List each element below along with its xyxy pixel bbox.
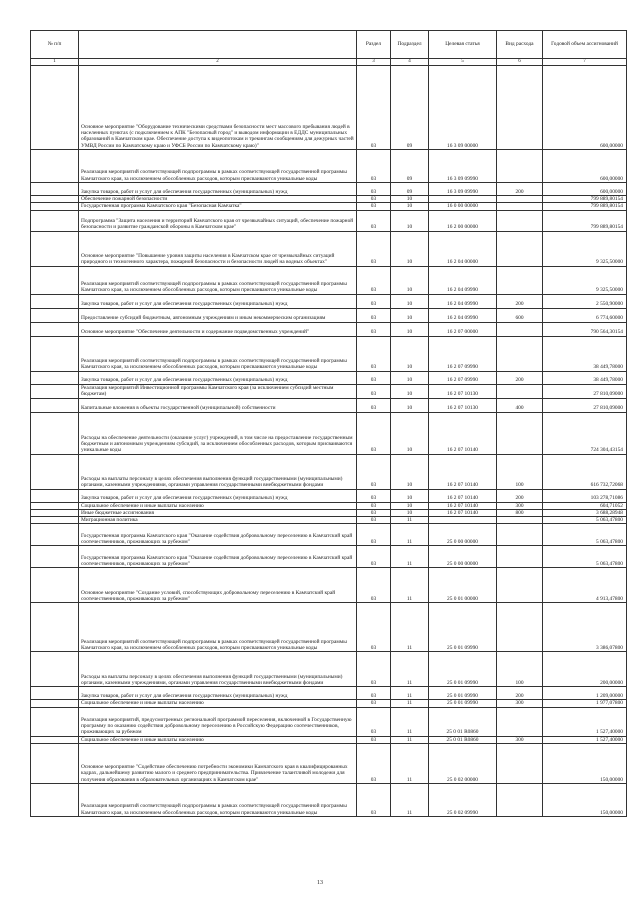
table-row (31, 707, 627, 736)
row-amount-cell: 616 732,72068 (543, 454, 627, 489)
row-expense-type-cell: 400 (497, 398, 543, 412)
row-target-article-cell: 16 2 00 00000 (429, 210, 497, 231)
row-razdel-cell: 03 (357, 652, 391, 687)
row-expense-type-cell: 600 (497, 308, 543, 322)
header-podrazdel: Подраздел (391, 31, 429, 59)
row-amount-cell: 38 449,78000 (543, 336, 627, 371)
row-num-cell (31, 603, 79, 652)
row-expense-type-cell: 100 (497, 454, 543, 489)
row-num-cell (31, 707, 79, 736)
row-expense-type-cell: 200 (497, 371, 543, 384)
row-num-cell (31, 700, 79, 707)
column-index: 1 (31, 59, 79, 66)
row-target-article-cell: 16 2 04 00000 (429, 231, 497, 266)
row-amount-cell: 38 449,78000 (543, 371, 627, 384)
row-target-article-cell: 16 3 09 09990 (429, 183, 497, 196)
row-amount-cell: 600,00000 (543, 150, 627, 183)
row-expense-type-cell: 300 (497, 736, 543, 743)
row-amount-cell: 799 889,80154 (543, 196, 627, 203)
row-razdel-cell: 03 (357, 203, 391, 210)
row-expense-type-cell (497, 150, 543, 183)
table-row (31, 784, 627, 817)
row-num-cell (31, 183, 79, 196)
row-expense-type-cell (497, 603, 543, 652)
row-name-cell: Основное мероприятие "Содействие обеспечению потребности экономики Камчатского края в квалифицированных кадрах, дальнейшему развитию малого и среднего предпринимательства. Привлечение талантливой молодежи для получения образования в образовательных организациях в Камчатском крае" (79, 744, 357, 784)
row-target-article-cell: 16 2 07 10130 (429, 384, 497, 398)
row-name-cell: Основное мероприятие "Оборудование техническими средствами безопасности мест массового пребывания людей в населенных пунктах (с подключением к АПК "Безопасный город" и выводом информации в ЕДДС муниципальных образований в Камчатском крае. Обеспечение доступа к видеопотокам и трекингам сообщениям для дежурных частей УМВД России по Камчатскому краю и УФСБ России по Камчатскому краю)" (79, 66, 357, 150)
table-row (31, 700, 627, 707)
row-num-cell (31, 412, 79, 454)
table-row (31, 454, 627, 489)
row-name-cell: Реализация мероприятий соответствующей подпрограммы в рамках соответствующей государственной программы Камчатского края, за исключением обособленных расходов, которым присваиваются уникальные коды (79, 603, 357, 652)
row-razdel-cell: 03 (357, 183, 391, 196)
header-num: № п/п (31, 31, 79, 59)
table-row (31, 371, 627, 384)
row-amount-cell: 1 209,00000 (543, 687, 627, 700)
row-target-article-cell: 16 2 04 09990 (429, 266, 497, 294)
row-name-cell: Основное мероприятие "Обеспечение деятельности и содержание подведомственных учреждений" (79, 322, 357, 336)
row-podrazdel-cell: 11 (391, 744, 429, 784)
row-num-cell (31, 517, 79, 524)
row-amount-cell: 790 564,30154 (543, 322, 627, 336)
row-amount-cell: 600,00000 (543, 183, 627, 196)
budget-sheet (30, 30, 626, 817)
row-expense-type-cell (497, 66, 543, 150)
row-target-article-cell: 16 2 07 10140 (429, 502, 497, 509)
row-podrazdel-cell: 09 (391, 183, 429, 196)
row-name-cell: Социальное обеспечение и иные выплаты населению (79, 736, 357, 743)
row-razdel-cell: 03 (357, 266, 391, 294)
row-expense-type-cell: 800 (497, 509, 543, 516)
row-target-article-cell: 16 2 07 10130 (429, 398, 497, 412)
row-target-article-cell (429, 517, 497, 524)
row-razdel-cell: 03 (357, 210, 391, 231)
row-podrazdel-cell: 10 (391, 509, 429, 516)
row-podrazdel-cell: 11 (391, 687, 429, 700)
row-amount-cell: 150,00000 (543, 744, 627, 784)
row-razdel-cell: 03 (357, 509, 391, 516)
row-podrazdel-cell: 10 (391, 371, 429, 384)
table-row (31, 294, 627, 308)
row-target-article-cell: 25 0 02 00000 (429, 744, 497, 784)
row-razdel-cell: 03 (357, 687, 391, 700)
row-razdel-cell: 03 (357, 371, 391, 384)
row-podrazdel-cell: 10 (391, 322, 429, 336)
table-row (31, 336, 627, 371)
row-razdel-cell: 03 (357, 744, 391, 784)
table-row (31, 210, 627, 231)
row-target-article-cell: 16 2 07 09990 (429, 336, 497, 371)
row-expense-type-cell: 300 (497, 502, 543, 509)
row-razdel-cell: 03 (357, 231, 391, 266)
row-name-cell: Основное мероприятие "Повышение уровня защиты населения в Камчатском крае от чрезвычайных ситуаций природного и техногенного характера, пожарной безопасности и безопасности людей на водных объектах" (79, 231, 357, 266)
row-expense-type-cell (497, 210, 543, 231)
row-name-cell: Расходы на выплаты персоналу в целях обеспечения выполнения функций государственными (муниципальными) органами, казенными учреждениями, органами управления государственными внебюджетными фондами (79, 454, 357, 489)
row-amount-cell: 604,71052 (543, 502, 627, 509)
header-expense-type: Вид расхода (497, 31, 543, 59)
table-row (31, 736, 627, 743)
row-razdel-cell: 03 (357, 502, 391, 509)
row-num-cell (31, 524, 79, 546)
row-name-cell: Социальное обеспечение и иные выплаты населению (79, 700, 357, 707)
row-podrazdel-cell: 10 (391, 203, 429, 210)
row-razdel-cell: 03 (357, 517, 391, 524)
row-podrazdel-cell: 11 (391, 700, 429, 707)
row-name-cell: Государственная программа Камчатского края "Безопасная Камчатка" (79, 203, 357, 210)
row-expense-type-cell (497, 384, 543, 398)
row-target-article-cell: 25 0 01 09990 (429, 603, 497, 652)
row-target-article-cell (429, 196, 497, 203)
row-name-cell: Иные бюджетные ассигнования (79, 509, 357, 516)
page-number: 13 (317, 880, 323, 886)
row-razdel-cell: 03 (357, 308, 391, 322)
row-razdel-cell: 03 (357, 700, 391, 707)
row-name-cell: Закупка товаров, работ и услуг для обеспечения государственных (муниципальных) нужд (79, 294, 357, 308)
row-target-article-cell: 16 2 07 10140 (429, 509, 497, 516)
row-num-cell (31, 336, 79, 371)
table-row (31, 546, 627, 568)
table-row (31, 509, 627, 516)
row-name-cell: Закупка товаров, работ и услуг для обеспечения государственных (муниципальных) нужд (79, 687, 357, 700)
row-num-cell (31, 687, 79, 700)
row-target-article-cell: 25 0 01 09990 (429, 687, 497, 700)
row-name-cell: Реализация мероприятий соответствующей подпрограммы в рамках соответствующей государственной программы Камчатского края, за исключением обособленных расходов, которым присваиваются уникальные коды (79, 150, 357, 183)
row-num-cell (31, 454, 79, 489)
row-amount-cell: 600,00000 (543, 66, 627, 150)
table-row (31, 517, 627, 524)
row-expense-type-cell (497, 336, 543, 371)
row-expense-type-cell (497, 322, 543, 336)
row-target-article-cell: 16 3 09 09990 (429, 150, 497, 183)
header-razdel: Раздел (357, 31, 391, 59)
row-razdel-cell: 03 (357, 196, 391, 203)
row-amount-cell: 27 810,09000 (543, 398, 627, 412)
table-row (31, 502, 627, 509)
row-podrazdel-cell: 10 (391, 210, 429, 231)
row-podrazdel-cell: 09 (391, 150, 429, 183)
row-target-article-cell: 25 0 01 09990 (429, 652, 497, 687)
row-target-article-cell: 25 0 01 00000 (429, 568, 497, 603)
row-num-cell (31, 502, 79, 509)
row-name-cell: Подпрограмма "Защита населения и территорий Камчатского края от чрезвычайных ситуаций, обеспечение пожарной безопасности и развитие гражданской обороны в Камчатском крае" (79, 210, 357, 231)
row-podrazdel-cell: 10 (391, 196, 429, 203)
table-row (31, 308, 627, 322)
table-row (31, 66, 627, 150)
table-row (31, 603, 627, 652)
row-expense-type-cell (497, 517, 543, 524)
row-expense-type-cell (497, 744, 543, 784)
row-num-cell (31, 203, 79, 210)
row-podrazdel-cell: 11 (391, 568, 429, 603)
row-name-cell: Миграционная политика (79, 517, 357, 524)
table-body (31, 66, 627, 817)
table-row (31, 744, 627, 784)
row-razdel-cell: 03 (357, 66, 391, 150)
row-razdel-cell: 03 (357, 736, 391, 743)
row-num-cell (31, 150, 79, 183)
budget-table (30, 30, 627, 817)
table-row (31, 524, 627, 546)
row-amount-cell: 9 325,50000 (543, 231, 627, 266)
row-target-article-cell: 16 3 09 00000 (429, 66, 497, 150)
row-expense-type-cell: 200 (497, 294, 543, 308)
row-name-cell: Закупка товаров, работ и услуг для обеспечения государственных (муниципальных) нужд (79, 489, 357, 502)
row-podrazdel-cell: 10 (391, 336, 429, 371)
table-row (31, 266, 627, 294)
row-expense-type-cell (497, 203, 543, 210)
row-target-article-cell: 16 2 07 10140 (429, 454, 497, 489)
row-podrazdel-cell: 10 (391, 412, 429, 454)
row-expense-type-cell (497, 266, 543, 294)
row-num-cell (31, 384, 79, 398)
row-name-cell: Предоставление субсидий бюджетным, автономным учреждениям и иным некоммерческим организациям (79, 308, 357, 322)
row-podrazdel-cell: 10 (391, 266, 429, 294)
row-podrazdel-cell: 11 (391, 652, 429, 687)
row-razdel-cell: 03 (357, 454, 391, 489)
row-num-cell (31, 371, 79, 384)
row-expense-type-cell: 200 (497, 183, 543, 196)
row-podrazdel-cell: 09 (391, 66, 429, 150)
row-num-cell (31, 509, 79, 516)
table-row (31, 203, 627, 210)
row-name-cell: Обеспечение пожарной безопасности (79, 196, 357, 203)
row-name-cell: Социальное обеспечение и иные выплаты населению (79, 502, 357, 509)
row-name-cell: Реализация мероприятий, предусмотренных региональной программой переселения, включенной в Государственную программу по оказанию содействия добровольному переселению в Российскую Федерацию соотечественников, проживающих за рубежом (79, 707, 357, 736)
header-annual-amount: Годовой объем ассигнований (543, 31, 627, 59)
row-name-cell: Закупка товаров, работ и услуг для обеспечения государственных (муниципальных) нужд (79, 183, 357, 196)
row-podrazdel-cell: 10 (391, 454, 429, 489)
row-amount-cell: 5 063,47800 (543, 524, 627, 546)
table-row (31, 412, 627, 454)
row-razdel-cell: 03 (357, 489, 391, 502)
row-expense-type-cell (497, 546, 543, 568)
row-razdel-cell: 03 (357, 294, 391, 308)
row-name-cell: Основное мероприятие "Создание условий, способствующих добровольному переселению в Камчатский край соотечественников, проживающих за рубежом" (79, 568, 357, 603)
row-num-cell (31, 546, 79, 568)
row-expense-type-cell: 300 (497, 700, 543, 707)
row-name-cell: Реализация мероприятий Инвестиционной программы Камчатского края (за исключением субсидий местным бюджетам) (79, 384, 357, 398)
row-podrazdel-cell: 11 (391, 603, 429, 652)
row-amount-cell: 724 304,43154 (543, 412, 627, 454)
row-name-cell: Закупка товаров, работ и услуг для обеспечения государственных (муниципальных) нужд (79, 371, 357, 384)
row-amount-cell: 1 977,07800 (543, 700, 627, 707)
row-expense-type-cell: 200 (497, 489, 543, 502)
row-razdel-cell: 03 (357, 412, 391, 454)
row-expense-type-cell (497, 196, 543, 203)
row-num-cell (31, 231, 79, 266)
row-num-cell (31, 744, 79, 784)
row-podrazdel-cell: 11 (391, 736, 429, 743)
column-index-row (31, 59, 627, 66)
table-row (31, 687, 627, 700)
row-num-cell (31, 308, 79, 322)
row-name-cell: Расходы на выплаты персоналу в целях обеспечения выполнения функций государственными (муниципальными) органами, казенными учреждениями, органами управления государственными внебюджетными фондами (79, 652, 357, 687)
row-num-cell (31, 784, 79, 817)
row-name-cell: Капитальные вложения в объекты государственной (муниципальной) собственности (79, 398, 357, 412)
row-amount-cell: 799 889,80154 (543, 210, 627, 231)
row-target-article-cell: 25 0 01 09990 (429, 700, 497, 707)
table-row (31, 150, 627, 183)
row-num-cell (31, 66, 79, 150)
row-razdel-cell: 03 (357, 707, 391, 736)
table-row (31, 384, 627, 398)
row-target-article-cell: 16 2 07 09990 (429, 371, 497, 384)
table-row (31, 398, 627, 412)
row-razdel-cell: 03 (357, 150, 391, 183)
row-podrazdel-cell: 10 (391, 384, 429, 398)
row-podrazdel-cell: 11 (391, 546, 429, 568)
row-name-cell: Государственная программа Камчатского края "Оказание содействия добровольному переселению в Камчатский край соотечественников, проживающих за рубежом" (79, 524, 357, 546)
row-target-article-cell: 25 0 01 R0860 (429, 736, 497, 743)
header-name (79, 31, 357, 59)
row-amount-cell: 200,00000 (543, 652, 627, 687)
column-index: 5 (429, 59, 497, 66)
row-target-article-cell: 16 2 07 10140 (429, 412, 497, 454)
row-amount-cell: 27 810,09000 (543, 384, 627, 398)
table-row (31, 652, 627, 687)
column-index: 3 (357, 59, 391, 66)
row-razdel-cell: 03 (357, 603, 391, 652)
row-amount-cell: 1 527,40000 (543, 736, 627, 743)
table-row (31, 183, 627, 196)
row-target-article-cell: 16 2 07 00000 (429, 322, 497, 336)
row-amount-cell: 799 889,80154 (543, 203, 627, 210)
row-target-article-cell: 16 0 00 00000 (429, 203, 497, 210)
row-amount-cell: 150,00000 (543, 784, 627, 817)
row-podrazdel-cell: 10 (391, 231, 429, 266)
row-num-cell (31, 652, 79, 687)
row-expense-type-cell (497, 524, 543, 546)
row-target-article-cell: 25 0 02 09990 (429, 784, 497, 817)
row-name-cell: Расходы на обеспечение деятельности (оказание услуг) учреждений, в том числе на предоставление государственным бюджетным и автономным учреждениям субсидий, за исключением обособленных расходов, которым присваиваются уникальные коды (79, 412, 357, 454)
row-target-article-cell: 25 0 00 00000 (429, 524, 497, 546)
row-num-cell (31, 322, 79, 336)
column-index: 7 (543, 59, 627, 66)
row-podrazdel-cell: 11 (391, 524, 429, 546)
row-amount-cell: 5 063,47800 (543, 546, 627, 568)
column-index: 2 (79, 59, 357, 66)
row-target-article-cell: 16 2 07 10140 (429, 489, 497, 502)
row-podrazdel-cell: 11 (391, 784, 429, 817)
row-num-cell (31, 489, 79, 502)
row-razdel-cell: 03 (357, 384, 391, 398)
row-amount-cell: 3 688,28948 (543, 509, 627, 516)
row-num-cell (31, 266, 79, 294)
row-name-cell: Реализация мероприятий соответствующей подпрограммы в рамках соответствующей государственной программы Камчатского края, за исключением обособленных расходов, которым присваиваются уникальные коды (79, 336, 357, 371)
row-amount-cell: 1 527,40000 (543, 707, 627, 736)
table-row (31, 231, 627, 266)
row-expense-type-cell (497, 568, 543, 603)
row-num-cell (31, 398, 79, 412)
row-num-cell (31, 568, 79, 603)
row-num-cell (31, 196, 79, 203)
row-num-cell (31, 736, 79, 743)
row-name-cell: Государственная программа Камчатского края "Оказание содействия добровольному переселению в Камчатский край соотечественников, проживающих за рубежом" (79, 546, 357, 568)
table-row (31, 196, 627, 203)
row-razdel-cell: 03 (357, 322, 391, 336)
row-podrazdel-cell: 11 (391, 707, 429, 736)
table-row (31, 568, 627, 603)
table-row (31, 489, 627, 502)
column-index: 6 (497, 59, 543, 66)
row-razdel-cell: 03 (357, 784, 391, 817)
table-row (31, 322, 627, 336)
row-expense-type-cell (497, 231, 543, 266)
row-amount-cell: 103 278,71086 (543, 489, 627, 502)
row-amount-cell: 2 550,90000 (543, 294, 627, 308)
column-index: 4 (391, 59, 429, 66)
row-target-article-cell: 16 2 04 09990 (429, 308, 497, 322)
row-name-cell: Реализация мероприятий соответствующей подпрограммы в рамках соответствующей государственной программы Камчатского края, за исключением обособленных расходов, которым присваиваются уникальные коды (79, 266, 357, 294)
row-num-cell (31, 210, 79, 231)
row-amount-cell: 3 386,07800 (543, 603, 627, 652)
row-target-article-cell: 16 2 04 09990 (429, 294, 497, 308)
row-expense-type-cell: 100 (497, 652, 543, 687)
row-podrazdel-cell: 10 (391, 308, 429, 322)
row-target-article-cell: 25 0 01 R0860 (429, 707, 497, 736)
row-podrazdel-cell: 10 (391, 489, 429, 502)
row-razdel-cell: 03 (357, 568, 391, 603)
row-amount-cell: 9 325,50000 (543, 266, 627, 294)
row-num-cell (31, 294, 79, 308)
row-razdel-cell: 03 (357, 524, 391, 546)
row-expense-type-cell: 200 (497, 687, 543, 700)
row-amount-cell: 5 063,47800 (543, 517, 627, 524)
table-header (31, 31, 627, 59)
row-podrazdel-cell: 10 (391, 398, 429, 412)
row-expense-type-cell (497, 707, 543, 736)
row-podrazdel-cell: 10 (391, 502, 429, 509)
row-expense-type-cell (497, 412, 543, 454)
row-podrazdel-cell: 10 (391, 294, 429, 308)
row-amount-cell: 4 913,47800 (543, 568, 627, 603)
row-expense-type-cell (497, 784, 543, 817)
row-razdel-cell: 03 (357, 398, 391, 412)
row-target-article-cell: 25 0 00 00000 (429, 546, 497, 568)
row-podrazdel-cell: 11 (391, 517, 429, 524)
header-target-article: Целевая статья (429, 31, 497, 59)
row-razdel-cell: 03 (357, 336, 391, 371)
row-name-cell: Реализация мероприятий соответствующей подпрограммы в рамках соответствующей государственной программы Камчатского края, за исключением обособленных расходов, которым присваиваются уникальные коды (79, 784, 357, 817)
row-amount-cell: 6 774,60000 (543, 308, 627, 322)
row-razdel-cell: 03 (357, 546, 391, 568)
